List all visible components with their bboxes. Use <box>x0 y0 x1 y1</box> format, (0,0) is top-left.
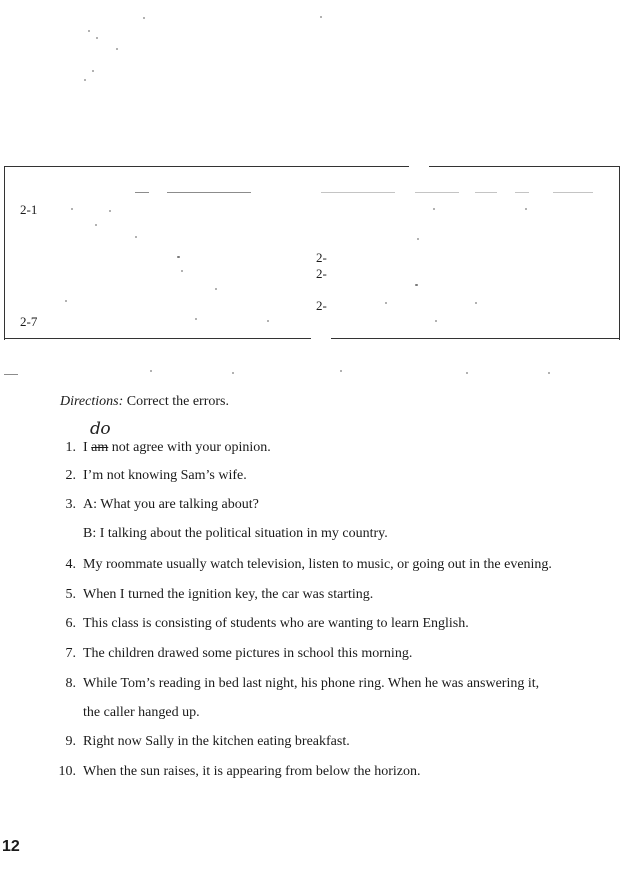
item-text: A: What you are talking about? <box>83 497 259 512</box>
item-number: 6. <box>65 616 76 631</box>
ref-label-2-c: 2- <box>316 298 327 313</box>
item-number: 3. <box>65 497 76 512</box>
scan-speck <box>95 224 97 226</box>
scan-speck <box>109 210 111 212</box>
box-top-rule <box>429 166 619 167</box>
scan-speck <box>88 30 90 32</box>
item-number: 8. <box>65 676 76 691</box>
scan-speck <box>525 208 527 210</box>
scan-speck <box>71 208 73 210</box>
faded-rule <box>167 192 251 193</box>
faded-rule <box>515 192 529 193</box>
scan-speck <box>466 372 468 374</box>
item-text-start: I <box>83 440 92 455</box>
item-text: While Tom’s reading in bed last night, his phone ring. When he was answering it, <box>83 676 540 691</box>
ref-label-2-7: 2-7 <box>20 314 38 329</box>
item-text: I’m not knowing Sam’s wife. <box>83 468 247 483</box>
item-number: 9. <box>65 734 76 749</box>
item-number: 10. <box>58 764 76 779</box>
faded-rule <box>4 374 18 375</box>
faded-rule <box>415 192 459 193</box>
scan-speck <box>150 370 152 372</box>
scan-speck <box>340 370 342 372</box>
faded-rule <box>553 192 593 193</box>
scan-speck <box>215 288 217 290</box>
scan-speck <box>65 300 67 302</box>
scan-speck <box>84 79 86 81</box>
scan-speck <box>177 256 180 258</box>
scan-speck <box>433 208 435 210</box>
item-number: 5. <box>65 587 76 602</box>
ref-label-2-1: 2-1 <box>20 202 38 217</box>
ref-label-2-b: 2- <box>316 266 327 281</box>
scan-speck <box>232 372 234 374</box>
scan-speck <box>116 48 118 50</box>
struck-word: am <box>91 440 109 455</box>
page-number: 12 <box>2 838 20 855</box>
item-number: 4. <box>65 557 76 572</box>
item-text: Right now Sally in the kitchen eating breakfast. <box>83 734 350 749</box>
item-text: When I turned the ignition key, the car was starting. <box>83 587 374 602</box>
directions <box>60 394 229 410</box>
scan-speck <box>548 372 550 374</box>
box-bottom-rule <box>331 338 619 339</box>
faded-rule <box>475 192 497 193</box>
item-text: The children drawed some pictures in school this morning. <box>83 646 413 661</box>
scan-speck <box>267 320 269 322</box>
item-text: When the sun raises, it is appearing from below the horizon. <box>83 764 421 779</box>
directions-label: Directions: <box>60 394 124 409</box>
scan-speck <box>181 270 183 272</box>
scan-speck <box>320 16 322 18</box>
box-top-rule <box>5 166 409 167</box>
reference-box <box>4 166 620 340</box>
scan-speck <box>415 284 418 286</box>
faded-rule <box>135 192 149 193</box>
item-text: the caller hanged up. <box>83 705 200 720</box>
scan-speck <box>475 302 477 304</box>
directions-text: Correct the errors. <box>126 394 229 409</box>
scan-speck <box>135 236 137 238</box>
item-number: 7. <box>65 646 76 661</box>
box-bottom-rule <box>5 338 311 339</box>
item-number: 2. <box>65 468 76 483</box>
scan-speck <box>385 302 387 304</box>
item-text: My roommate usually watch television, listen to music, or going out in the evening. <box>83 557 552 572</box>
scan-speck <box>143 17 145 19</box>
scan-speck <box>417 238 419 240</box>
item-text: B: I talking about the political situation in my country. <box>83 526 388 541</box>
item-number: 1. <box>65 440 76 455</box>
scan-speck <box>96 37 98 39</box>
item-text <box>83 440 271 456</box>
scan-speck <box>435 320 437 322</box>
item-text: This class is consisting of students who are wanting to learn English. <box>83 616 469 631</box>
handwritten-correction: do <box>90 419 111 439</box>
item-text-end: not agree with your opinion. <box>108 440 271 455</box>
scan-speck <box>195 318 197 320</box>
faded-rule <box>321 192 395 193</box>
ref-label-2-a: 2- <box>316 250 327 265</box>
scan-speck <box>92 70 94 72</box>
